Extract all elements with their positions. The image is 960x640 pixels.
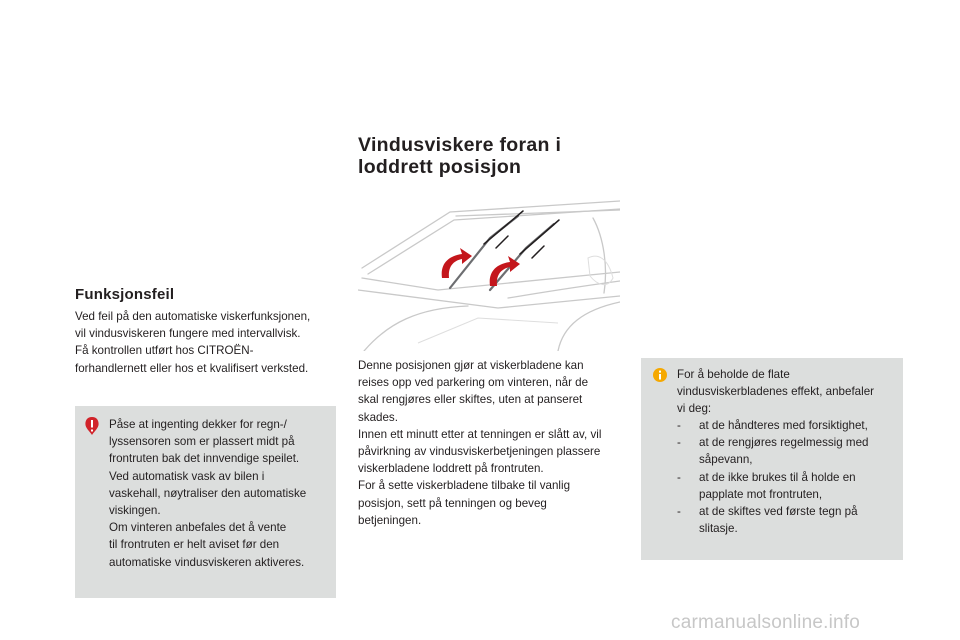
bullet-dash: - [677, 419, 681, 432]
funksjonsfeil-heading: Funksjonsfeil [75, 286, 175, 303]
warning-text: Påse at ingenting dekker for regn-/ lyssensoren som er plassert midt på frontruten bak det innvendige speilet. Ved automatisk vask av bilen i vaskehall, nøytraliser den automatiske viskingen. Om vinteren anbefales det å vente til frontruten er helt aviset før den automatiske vindusviskeren aktiveres. [109, 418, 307, 569]
info-icon [653, 368, 667, 382]
info-intro: For å beholde de flate vindusviskerbladenes effekt, anbefaler vi deg: [677, 368, 875, 416]
bullet-dash: - [677, 470, 681, 484]
list-item [677, 469, 897, 503]
bullet-dash: - [677, 505, 681, 519]
info-list [677, 417, 897, 537]
funksjonsfeil-text: Ved feil på den automatiske viskerfunksjonen, vil vindusviskeren fungere med intervallvisk. Få kontrollen utført hos CITROËN- forhandlernett eller hos et kvalifisert verksted. [75, 310, 311, 375]
windshield-wipers-illustration [358, 198, 620, 351]
vertical-position-text: Denne posisjonen gjør at viskerbladene kan reises opp ved parkering om vinteren, når de skal rengjøres eller skiftes, uten at panseret skades. Innen ett minutt etter at tenningen er slått av, vil påvirkning av vindusviskerbetjeningen plassere viskerbladene loddrett på frontruten. For å sette viskerbladene tilbake til vanlig posisjon, sett på tenningen og beveg betjeningen. [358, 359, 602, 527]
vertical-position-heading: Vindusviskere foran i loddrett posisjon [358, 134, 562, 178]
list-item-text: at de ikke brukes til å holde en papplate mot frontruten, [699, 470, 856, 501]
list-item-text: at de håndteres med forsiktighet, [699, 419, 868, 432]
info-panel [641, 358, 903, 560]
bullet-dash: - [677, 436, 681, 450]
watermark: carmanualsonline.info [671, 612, 861, 633]
list-item [677, 417, 897, 434]
list-item-text: at de skiftes ved første tegn på slitasje. [699, 505, 858, 536]
list-item-text: at de rengjøres regelmessig med såpevann, [699, 436, 869, 467]
warning-panel [75, 406, 336, 598]
list-item [677, 434, 897, 468]
list-item [677, 503, 897, 537]
exclamation-warning-icon [85, 416, 99, 442]
